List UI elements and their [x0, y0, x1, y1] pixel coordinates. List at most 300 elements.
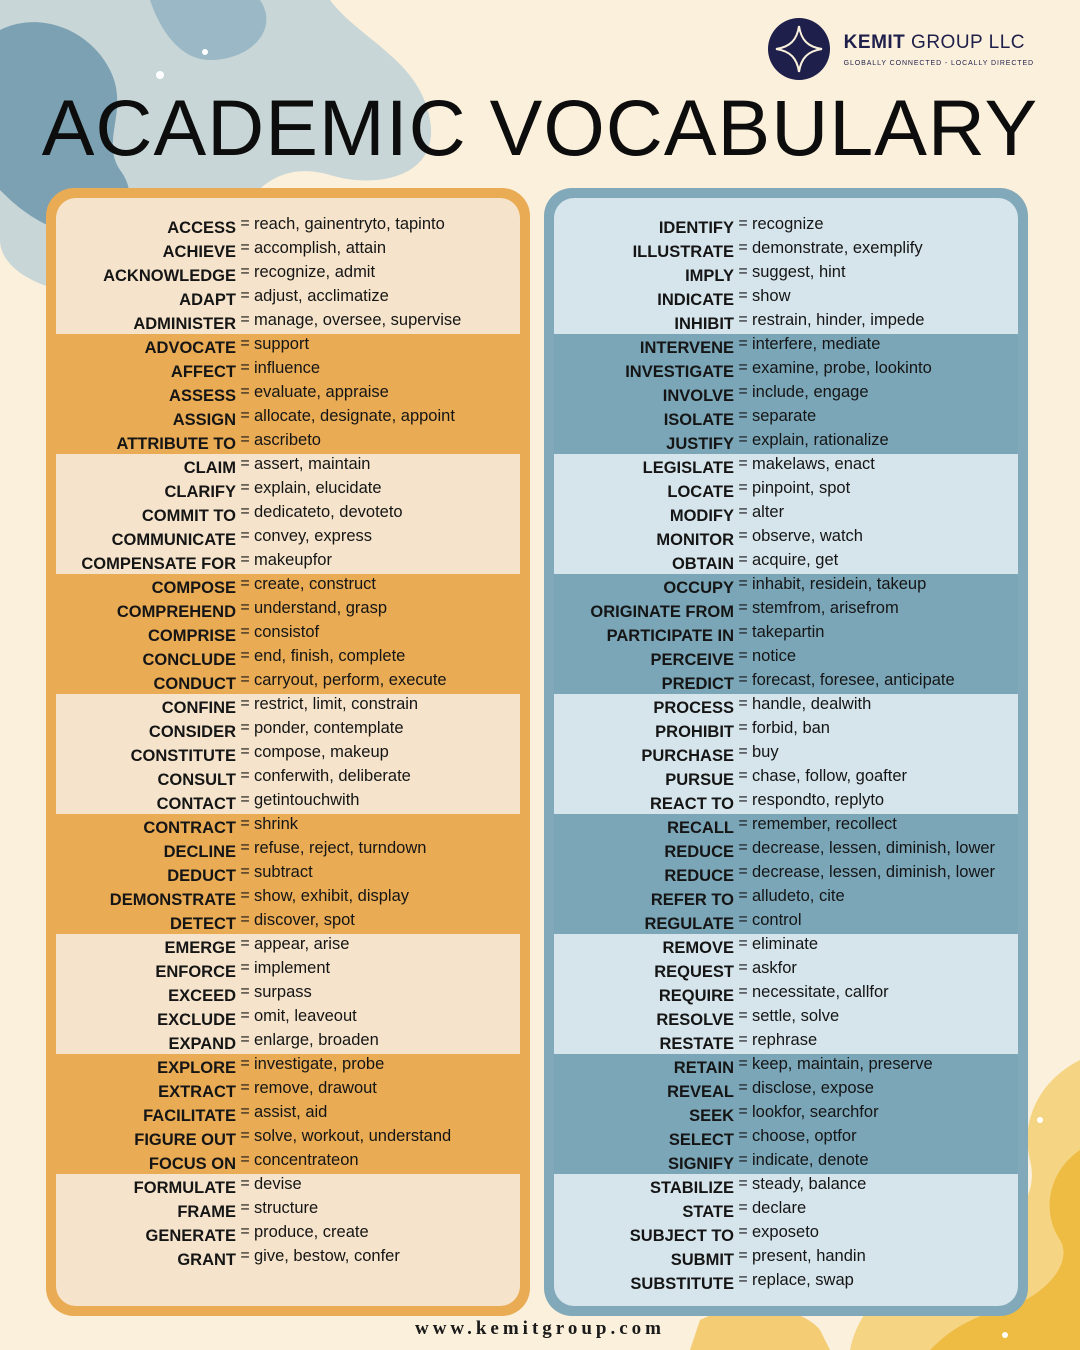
vocab-row: [554, 1150, 1018, 1174]
vocab-group: [554, 814, 1018, 934]
vocab-term: FIGURE OUT: [134, 1131, 236, 1149]
vocab-row: [554, 310, 1018, 334]
equals-sign: =: [240, 431, 250, 448]
vocab-row: [56, 1126, 520, 1150]
vocab-definition: recognize, admit: [254, 263, 376, 281]
left-vocabulary-panel: [46, 188, 530, 1316]
equals-sign: =: [738, 263, 748, 280]
vocab-row: [554, 838, 1018, 862]
vocab-row: [56, 1150, 520, 1174]
vocab-row: [56, 382, 520, 406]
vocab-row: [56, 646, 520, 670]
vocab-definition: alludeto, cite: [752, 887, 845, 905]
vocab-term: ATTRIBUTE TO: [116, 435, 236, 453]
website-url: www.kemitgroup.com: [414, 1318, 666, 1339]
vocab-term: RESTATE: [659, 1035, 734, 1053]
vocab-term: AFFECT: [170, 363, 236, 381]
vocab-definition: decrease, lessen, diminish, lower: [752, 839, 996, 857]
vocab-term: PURCHASE: [641, 747, 734, 765]
equals-sign: =: [240, 815, 250, 832]
equals-sign: =: [738, 335, 748, 352]
vocab-row: [554, 598, 1018, 622]
vocab-definition: assert, maintain: [254, 455, 371, 473]
vocab-row: [554, 574, 1018, 598]
vocab-definition: manage, oversee, supervise: [254, 311, 462, 329]
vocab-term: STABILIZE: [649, 1179, 734, 1197]
equals-sign: =: [738, 455, 748, 472]
vocab-definition: examine, probe, lookinto: [752, 359, 932, 377]
vocab-row: [56, 1054, 520, 1078]
vocab-term: EXCEED: [168, 987, 236, 1005]
vocab-term: MODIFY: [669, 507, 734, 525]
vocab-term: DEMONSTRATE: [109, 891, 236, 909]
equals-sign: =: [240, 791, 250, 808]
equals-sign: =: [240, 647, 250, 664]
right-vocabulary-list: [554, 198, 1018, 1306]
vocab-row: [554, 1198, 1018, 1222]
vocab-row: [56, 454, 520, 478]
vocab-definition: end, finish, complete: [254, 647, 406, 665]
vocab-term: ADVOCATE: [144, 339, 236, 357]
vocab-group: [554, 694, 1018, 814]
equals-sign: =: [240, 455, 250, 472]
equals-sign: =: [738, 911, 748, 928]
equals-sign: =: [240, 743, 250, 760]
vocab-definition: necessitate, callfor: [752, 983, 889, 1001]
vocab-definition: convey, express: [254, 527, 372, 545]
vocab-definition: declare: [752, 1199, 807, 1217]
vocab-row: [56, 1222, 520, 1246]
vocab-definition: evaluate, appraise: [254, 383, 389, 401]
equals-sign: =: [738, 1127, 748, 1144]
vocab-term: SELECT: [668, 1131, 734, 1149]
equals-sign: =: [738, 599, 748, 616]
vocab-term: PROCESS: [653, 699, 734, 717]
vocab-row: [56, 1246, 520, 1270]
vocab-term: SIGNIFY: [667, 1155, 734, 1173]
sparkle-dot: [156, 71, 164, 79]
vocab-row: [56, 1078, 520, 1102]
equals-sign: =: [240, 959, 250, 976]
vocab-group: [554, 1174, 1018, 1294]
vocab-group: [554, 454, 1018, 574]
vocab-row: [56, 982, 520, 1006]
equals-sign: =: [240, 239, 250, 256]
vocab-definition: accomplish, attain: [254, 239, 387, 257]
vocab-definition: subtract: [254, 863, 313, 881]
vocab-row: [554, 430, 1018, 454]
vocab-definition: discover, spot: [254, 911, 355, 929]
equals-sign: =: [240, 695, 250, 712]
vocab-definition: decrease, lessen, diminish, lower: [752, 863, 996, 881]
vocab-definition: suggest, hint: [752, 263, 846, 281]
vocab-definition: devise: [254, 1175, 302, 1193]
vocab-definition: demonstrate, exemplify: [752, 239, 923, 257]
vocab-term: DECLINE: [163, 843, 236, 861]
vocab-row: [56, 766, 520, 790]
equals-sign: =: [738, 935, 748, 952]
vocab-term: MONITOR: [656, 531, 734, 549]
equals-sign: =: [738, 287, 748, 304]
vocab-term: EXCLUDE: [157, 1011, 236, 1029]
equals-sign: =: [738, 1199, 748, 1216]
vocab-row: [56, 718, 520, 742]
vocab-definition: inhabit, residein, takeup: [752, 575, 927, 593]
equals-sign: =: [240, 839, 250, 856]
vocab-row: [554, 742, 1018, 766]
vocab-definition: dedicateto, devoteto: [254, 503, 403, 521]
vocab-definition: makelaws, enact: [752, 455, 875, 473]
vocab-definition: ponder, contemplate: [254, 719, 404, 737]
equals-sign: =: [240, 887, 250, 904]
page-title: ACADEMIC VOCABULARY: [41, 83, 1039, 172]
vocab-definition: choose, optfor: [752, 1127, 857, 1145]
vocab-term: ACKNOWLEDGE: [103, 267, 236, 285]
vocab-definition: notice: [752, 647, 797, 665]
vocab-row: [56, 790, 520, 814]
vocab-row: [554, 502, 1018, 526]
vocab-term: LOCATE: [667, 483, 734, 501]
vocab-definition: exposeto: [752, 1223, 819, 1241]
equals-sign: =: [240, 719, 250, 736]
vocab-definition: recognize: [752, 215, 824, 233]
vocab-definition: restrain, hinder, impede: [752, 311, 925, 329]
vocab-row: [56, 958, 520, 982]
equals-sign: =: [738, 671, 748, 688]
vocab-term: REACT TO: [649, 795, 734, 813]
equals-sign: =: [738, 407, 748, 424]
equals-sign: =: [738, 839, 748, 856]
equals-sign: =: [738, 239, 748, 256]
vocab-row: [56, 1198, 520, 1222]
vocab-definition: observe, watch: [752, 527, 863, 545]
vocab-group: [56, 934, 520, 1054]
vocab-row: [554, 1006, 1018, 1030]
vocab-group: [554, 574, 1018, 694]
vocab-term: EXTRACT: [158, 1083, 236, 1101]
vocab-row: [56, 742, 520, 766]
vocab-row: [554, 910, 1018, 934]
equals-sign: =: [240, 671, 250, 688]
vocab-term: INHIBIT: [674, 315, 734, 333]
vocab-term: ASSIGN: [172, 411, 236, 429]
equals-sign: =: [738, 1247, 748, 1264]
vocab-term: EXPAND: [168, 1035, 236, 1053]
right-vocabulary-panel: [544, 188, 1028, 1316]
equals-sign: =: [738, 479, 748, 496]
vocab-term: REQUEST: [654, 963, 734, 981]
vocab-definition: produce, create: [254, 1223, 369, 1241]
vocab-term: FOCUS ON: [148, 1155, 236, 1173]
vocab-row: [56, 574, 520, 598]
vocab-definition: askfor: [752, 959, 797, 977]
vocab-term: PERCEIVE: [650, 651, 734, 669]
vocab-row: [56, 1174, 520, 1198]
equals-sign: =: [738, 359, 748, 376]
vocab-term: INDICATE: [657, 291, 734, 309]
vocab-group: [554, 334, 1018, 454]
equals-sign: =: [240, 911, 250, 928]
vocab-term: IDENTIFY: [658, 219, 734, 237]
vocab-definition: pinpoint, spot: [752, 479, 851, 497]
vocab-row: [554, 286, 1018, 310]
vocab-term: LEGISLATE: [642, 459, 734, 477]
vocab-definition: enlarge, broaden: [254, 1031, 379, 1049]
vocab-row: [554, 670, 1018, 694]
vocab-term: SUBMIT: [670, 1251, 734, 1269]
equals-sign: =: [240, 1127, 250, 1144]
vocab-term: ILLUSTRATE: [632, 243, 734, 261]
vocab-term: CONSTITUTE: [130, 747, 236, 765]
vocab-term: EXPLORE: [157, 1059, 236, 1077]
equals-sign: =: [240, 383, 250, 400]
vocab-definition: create, construct: [254, 575, 376, 593]
vocab-definition: concentrateon: [254, 1151, 359, 1169]
vocab-definition: forbid, ban: [752, 719, 830, 737]
vocab-row: [56, 406, 520, 430]
vocab-row: [554, 1270, 1018, 1294]
equals-sign: =: [240, 863, 250, 880]
vocab-row: [554, 550, 1018, 574]
vocab-term: FORMULATE: [133, 1179, 236, 1197]
vocab-row: [554, 1030, 1018, 1054]
vocab-definition: implement: [254, 959, 331, 977]
vocab-definition: disclose, expose: [752, 1079, 874, 1097]
vocab-row: [554, 1102, 1018, 1126]
vocab-definition: forecast, foresee, anticipate: [752, 671, 955, 689]
equals-sign: =: [240, 623, 250, 640]
vocab-definition: surpass: [254, 983, 312, 1001]
vocab-definition: rephrase: [752, 1031, 818, 1049]
vocab-row: [554, 358, 1018, 382]
vocab-term: ENFORCE: [155, 963, 236, 981]
equals-sign: =: [738, 959, 748, 976]
vocab-definition: lookfor, searchfor: [752, 1103, 879, 1121]
vocab-row: [56, 622, 520, 646]
vocab-definition: present, handin: [752, 1247, 866, 1265]
equals-sign: =: [738, 1055, 748, 1072]
vocab-row: [554, 694, 1018, 718]
vocab-term: COMPRISE: [147, 627, 236, 645]
vocab-term: GRANT: [177, 1251, 236, 1269]
vocab-definition: handle, dealwith: [752, 695, 872, 713]
vocab-definition: influence: [254, 359, 321, 377]
equals-sign: =: [240, 1151, 250, 1168]
equals-sign: =: [738, 743, 748, 760]
vocab-row: [56, 862, 520, 886]
vocab-term: OBTAIN: [671, 555, 734, 573]
vocab-row: [56, 310, 520, 334]
equals-sign: =: [240, 1103, 250, 1120]
equals-sign: =: [738, 1223, 748, 1240]
vocab-row: [56, 262, 520, 286]
equals-sign: =: [240, 503, 250, 520]
vocab-definition: stemfrom, arisefrom: [752, 599, 899, 617]
vocab-term: ACHIEVE: [162, 243, 236, 261]
vocab-group: [56, 814, 520, 934]
vocab-term: OCCUPY: [663, 579, 734, 597]
sparkle-dot: [1037, 1117, 1043, 1123]
vocab-row: [554, 862, 1018, 886]
brand-header: [768, 18, 1034, 80]
vocab-definition: getintouchwith: [254, 791, 360, 809]
vocab-definition: structure: [254, 1199, 319, 1217]
vocab-row: [554, 958, 1018, 982]
vocab-row: [56, 334, 520, 358]
vocab-term: ASSESS: [169, 387, 236, 405]
equals-sign: =: [738, 1031, 748, 1048]
sparkle-dot: [202, 49, 208, 55]
vocab-term: SUBSTITUTE: [630, 1275, 734, 1293]
vocab-term: STATE: [682, 1203, 734, 1221]
vocab-row: [554, 1078, 1018, 1102]
equals-sign: =: [738, 983, 748, 1000]
equals-sign: =: [240, 1223, 250, 1240]
vocab-row: [554, 886, 1018, 910]
vocab-row: [554, 214, 1018, 238]
vocab-definition: allocate, designate, appoint: [254, 407, 455, 425]
vocab-definition: takepartin: [752, 623, 825, 641]
equals-sign: =: [240, 1055, 250, 1072]
vocab-group: [56, 454, 520, 574]
equals-sign: =: [240, 407, 250, 424]
equals-sign: =: [738, 719, 748, 736]
vocab-definition: carryout, perform, execute: [254, 671, 447, 689]
brand-text: [844, 32, 1034, 67]
equals-sign: =: [240, 479, 250, 496]
vocab-definition: solve, workout, understand: [254, 1127, 452, 1145]
vocab-row: [56, 838, 520, 862]
vocab-row: [554, 526, 1018, 550]
vocab-row: [56, 286, 520, 310]
vocab-term: INVESTIGATE: [625, 363, 734, 381]
vocab-term: CLAIM: [183, 459, 236, 477]
vocab-term: CONTACT: [156, 795, 236, 813]
vocab-row: [554, 622, 1018, 646]
vocab-term: COMMUNICATE: [111, 531, 236, 549]
vocab-row: [56, 1006, 520, 1030]
vocab-row: [56, 478, 520, 502]
equals-sign: =: [738, 1151, 748, 1168]
vocab-term: ADMINISTER: [133, 315, 236, 333]
vocab-term: COMPOSE: [151, 579, 236, 597]
vocab-group: [56, 694, 520, 814]
vocab-term: REQUIRE: [658, 987, 734, 1005]
vocab-definition: compose, makeup: [254, 743, 389, 761]
vocab-row: [56, 694, 520, 718]
left-vocabulary-list: [56, 198, 520, 1306]
vocab-definition: adjust, acclimatize: [254, 287, 389, 305]
vocab-row: [56, 670, 520, 694]
vocab-term: SEEK: [689, 1107, 734, 1125]
vocab-definition: alter: [752, 503, 785, 521]
vocab-definition: remember, recollect: [752, 815, 897, 833]
vocab-definition: show: [752, 287, 791, 305]
vocab-group: [56, 334, 520, 454]
vocab-definition: chase, follow, goafter: [752, 767, 908, 785]
vocab-term: ORIGINATE FROM: [590, 603, 734, 621]
equals-sign: =: [738, 1103, 748, 1120]
vocab-definition: ascribeto: [254, 431, 321, 449]
vocab-definition: appear, arise: [254, 935, 350, 953]
equals-sign: =: [738, 863, 748, 880]
equals-sign: =: [240, 215, 250, 232]
equals-sign: =: [240, 263, 250, 280]
equals-sign: =: [240, 1199, 250, 1216]
vocab-term: ISOLATE: [663, 411, 734, 429]
equals-sign: =: [240, 599, 250, 616]
vocab-term: CONFINE: [161, 699, 236, 717]
vocab-definition: omit, leaveout: [254, 1007, 357, 1025]
equals-sign: =: [738, 527, 748, 544]
vocab-row: [554, 382, 1018, 406]
vocab-definition: restrict, limit, constrain: [254, 695, 419, 713]
vocab-row: [56, 934, 520, 958]
equals-sign: =: [240, 359, 250, 376]
vocab-definition: buy: [752, 743, 779, 761]
vocab-row: [56, 214, 520, 238]
vocab-term: FRAME: [177, 1203, 236, 1221]
equals-sign: =: [240, 1079, 250, 1096]
vocab-group: [56, 574, 520, 694]
vocab-row: [554, 262, 1018, 286]
equals-sign: =: [240, 335, 250, 352]
vocab-definition: explain, rationalize: [752, 431, 889, 449]
vocab-definition: keep, maintain, preserve: [752, 1055, 933, 1073]
vocab-definition: refuse, reject, turndown: [254, 839, 427, 857]
vocab-group: [554, 214, 1018, 334]
vocab-definition: include, engage: [752, 383, 869, 401]
vocab-definition: shrink: [254, 815, 299, 833]
vocab-term: REDUCE: [664, 843, 734, 861]
equals-sign: =: [240, 575, 250, 592]
equals-sign: =: [240, 527, 250, 544]
equals-sign: =: [738, 1271, 748, 1288]
vocab-row: [56, 1102, 520, 1126]
equals-sign: =: [738, 647, 748, 664]
vocab-definition: consistof: [254, 623, 320, 641]
vocab-definition: replace, swap: [752, 1271, 854, 1289]
vocab-definition: show, exhibit, display: [254, 887, 410, 905]
vocab-term: PURSUE: [665, 771, 734, 789]
brand-name: KEMIT GROUP LLC: [843, 31, 1026, 53]
vocab-term: GENERATE: [145, 1227, 236, 1245]
vocab-term: COMPENSATE FOR: [81, 555, 236, 573]
vocab-term: REVEAL: [667, 1083, 734, 1101]
vocab-group: [56, 214, 520, 334]
equals-sign: =: [240, 1247, 250, 1264]
vocab-definition: reach, gainentryto, tapinto: [254, 215, 445, 233]
equals-sign: =: [738, 575, 748, 592]
vocab-row: [56, 814, 520, 838]
vocab-group: [554, 1054, 1018, 1174]
vocab-term: INVOLVE: [662, 387, 734, 405]
vocab-term: JUSTIFY: [666, 435, 734, 453]
vocab-term: CONCLUDE: [142, 651, 236, 669]
equals-sign: =: [738, 1079, 748, 1096]
vocab-row: [56, 598, 520, 622]
equals-sign: =: [738, 1007, 748, 1024]
vocab-definition: steady, balance: [752, 1175, 867, 1193]
vocab-term: PREDICT: [661, 675, 734, 693]
vocab-term: DETECT: [170, 915, 236, 933]
vocab-row: [56, 886, 520, 910]
vocab-row: [554, 934, 1018, 958]
vocab-term: FACILITATE: [143, 1107, 236, 1125]
equals-sign: =: [240, 935, 250, 952]
equals-sign: =: [738, 695, 748, 712]
vocab-term: COMPREHEND: [116, 603, 236, 621]
